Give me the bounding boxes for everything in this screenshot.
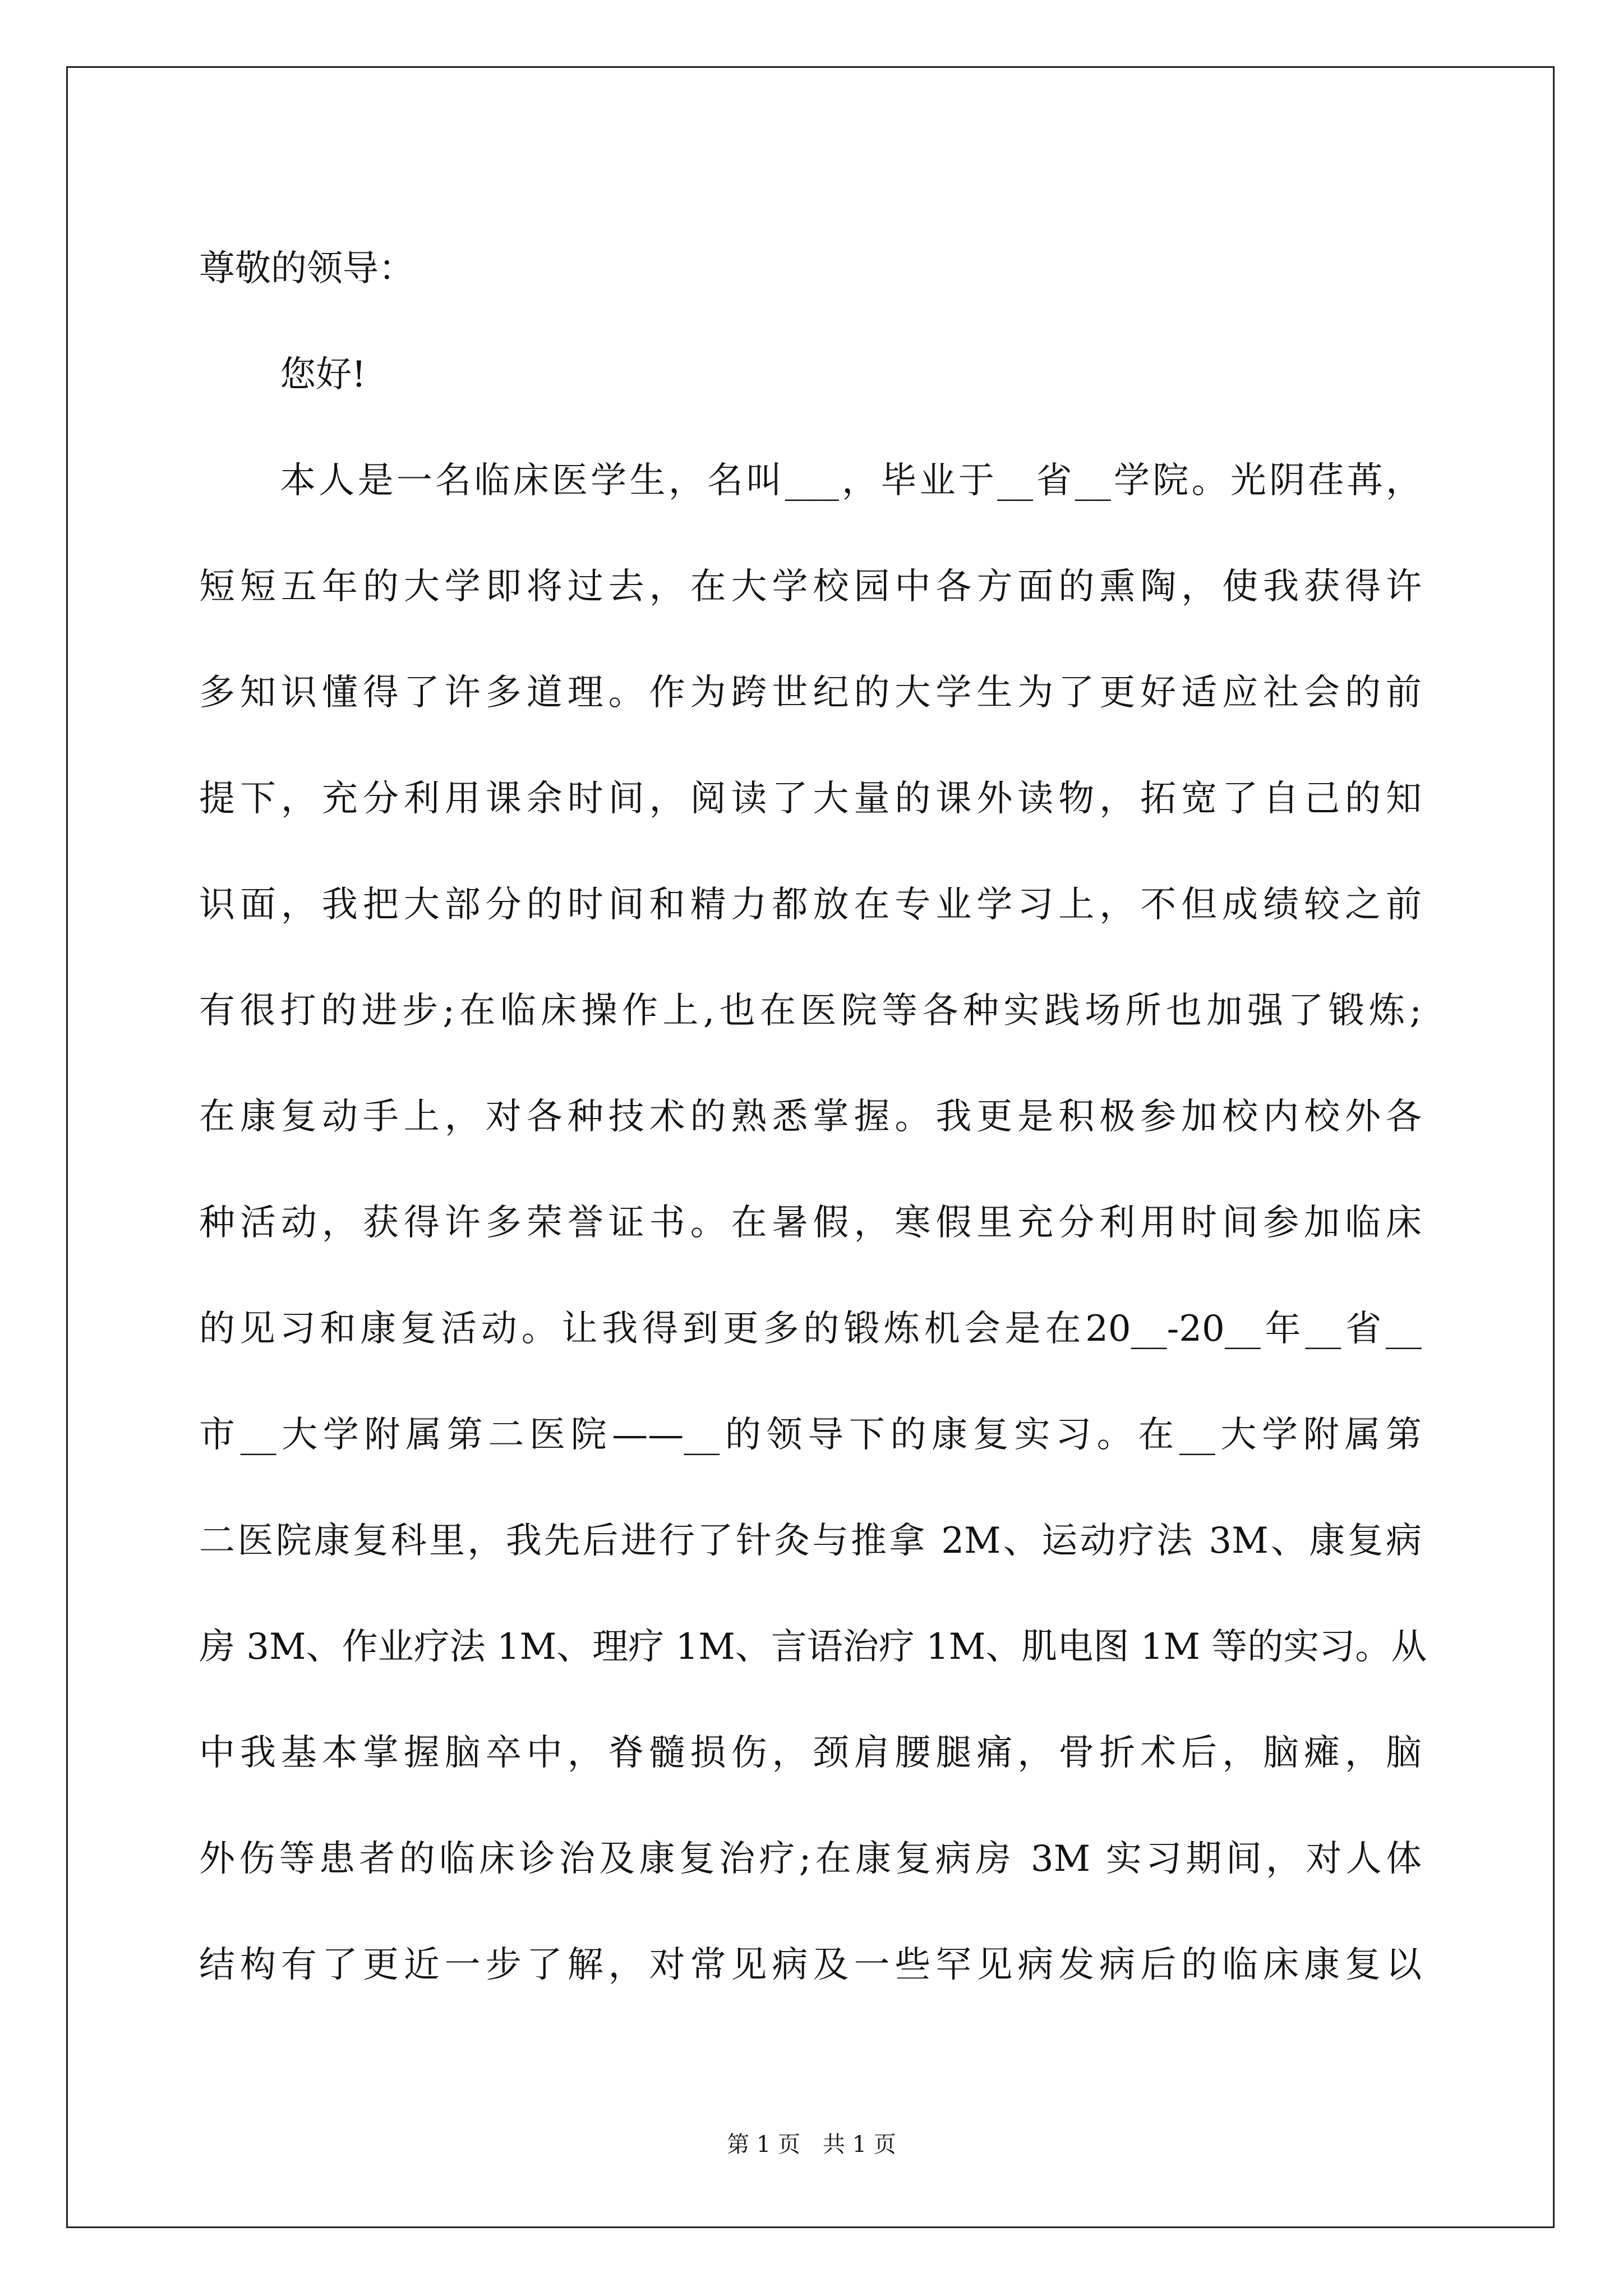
paragraph-line: 中我基本掌握脑卒中，脊髓损伤，颈肩腰腿痛，骨折术后，脑瘫，脑 [199, 1732, 1422, 1774]
paragraph-line: 房 3M、作业疗法 1M、理疗 1M、言语治疗 1M、肌电图 1M 等的实习。从 [199, 1626, 1427, 1668]
paragraph-line: 结构有了更近一步了解，对常见病及一些罕见病发病后的临床康复以 [199, 1944, 1422, 1986]
paragraph-line: 有很打的进步;在临床操作上,也在医院等各种实践场所也加强了锻炼; [199, 990, 1422, 1032]
greeting: 您好! [280, 354, 366, 395]
paragraph-line: 二医院康复科里，我先后进行了针灸与推拿 2M、运动疗法 3M、康复病 [199, 1520, 1422, 1562]
paragraph-line: 短短五年的大学即将过去，在大学校园中各方面的熏陶，使我获得许 [199, 566, 1422, 608]
letter-body [199, 216, 1427, 2018]
paragraph-line: 识面，我把大部分的时间和精力都放在专业学习上，不但成绩较之前 [199, 884, 1422, 926]
paragraph-line: 市__大学附属第二医院——__的领导下的康复实习。在__大学附属第 [199, 1414, 1422, 1456]
salutation: 尊敬的领导： [199, 248, 414, 289]
paragraph-line: 提下，充分利用课余时间，阅读了大量的课外读物，拓宽了自己的知 [199, 778, 1422, 820]
paragraph-line: 种活动，获得许多荣誉证书。在暑假，寒假里充分利用时间参加临床 [199, 1202, 1422, 1244]
paragraph-line: 外伤等患者的临床诊治及康复治疗;在康复病房 3M 实习期间，对人体 [199, 1838, 1422, 1880]
paragraph-line: 本人是一名临床医学生，名叫___，毕业于__省__学院。光阴荏苒， [280, 460, 1422, 501]
paragraph-line: 的见习和康复活动。让我得到更多的锻炼机会是在20__-20__年__省__ [199, 1308, 1422, 1350]
paragraph-line: 在康复动手上，对各种技术的熟悉掌握。我更是积极参加校内校外各 [199, 1096, 1422, 1138]
page-footer: 第 1 页 共 1 页 [727, 2132, 896, 2157]
paragraph-line: 多知识懂得了许多道理。作为跨世纪的大学生为了更好适应社会的前 [199, 672, 1422, 714]
